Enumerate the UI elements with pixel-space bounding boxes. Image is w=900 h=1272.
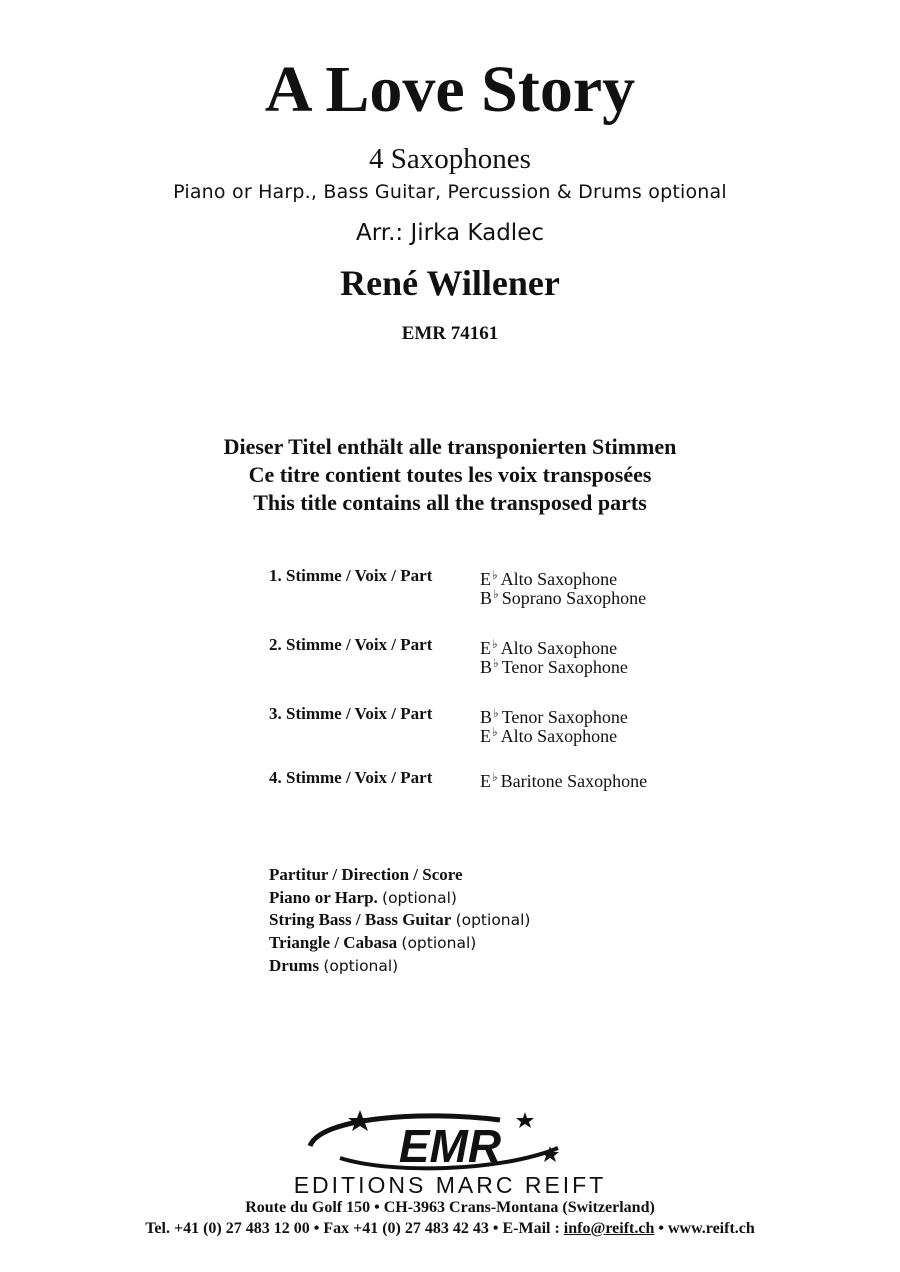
notice-french: Ce titre contient toutes les voix transposées bbox=[248, 462, 652, 487]
instrument-key: B bbox=[480, 707, 493, 727]
star-icon bbox=[516, 1112, 534, 1128]
instrument-name: Tenor Saxophone bbox=[501, 657, 628, 677]
instrument-key: E bbox=[480, 569, 491, 589]
extra-part bbox=[269, 887, 530, 910]
instrument-key: E bbox=[480, 726, 491, 746]
instrumentation: 4 Saxophones bbox=[369, 143, 531, 175]
instrument-name: Alto Saxophone bbox=[500, 638, 618, 658]
instrument-name: Soprano Saxophone bbox=[501, 588, 647, 608]
part-label: 1. Stimme / Voix / Part bbox=[269, 566, 433, 585]
email-link[interactable]: info@reift.ch bbox=[563, 1220, 655, 1237]
catalog-number: EMR 74161 bbox=[401, 323, 499, 344]
extra-parts-list bbox=[269, 864, 530, 977]
emr-logo bbox=[300, 1108, 600, 1178]
optional-note: (optional) bbox=[323, 956, 399, 975]
instrument-name: Baritone Saxophone bbox=[500, 771, 648, 791]
part-instruments bbox=[480, 566, 647, 608]
extra-part bbox=[269, 909, 530, 932]
part-label: 2. Stimme / Voix / Part bbox=[269, 635, 433, 654]
extra-part bbox=[269, 932, 530, 955]
instrument-key: B bbox=[480, 588, 493, 608]
instrument-key: E bbox=[480, 771, 491, 791]
logo-text: EMR bbox=[398, 1120, 502, 1172]
instrument-key: B bbox=[480, 657, 493, 677]
notice-english: This title contains all the transposed parts bbox=[253, 490, 647, 515]
instrument-line bbox=[480, 768, 648, 791]
flat-icon: ♭ bbox=[493, 587, 499, 601]
instrument-line bbox=[480, 635, 628, 658]
instrument-line bbox=[480, 654, 628, 677]
part-instruments bbox=[480, 635, 628, 677]
part-label: 4. Stimme / Voix / Part bbox=[269, 768, 433, 787]
extra-part-name: Partitur / Direction / Score bbox=[269, 865, 463, 884]
extra-part-name: String Bass / Bass Guitar bbox=[269, 910, 452, 930]
instrument-line bbox=[480, 566, 646, 589]
publisher-address: Route du Golf 150 • CH-3963 Crans-Montana (Switzerland) bbox=[245, 1199, 655, 1216]
flat-icon: ♭ bbox=[492, 637, 498, 651]
instrument-name: Tenor Saxophone bbox=[501, 707, 628, 727]
extra-part-name: Piano or Harp. bbox=[269, 887, 378, 907]
flat-icon: ♭ bbox=[492, 725, 498, 739]
page-title: A Love Story bbox=[264, 53, 636, 126]
extra-part-name: Triangle / Cabasa bbox=[269, 933, 398, 953]
optional-note: (optional) bbox=[401, 934, 477, 953]
notice-german: Dieser Titel enthält alle transponierten Stimmen bbox=[223, 434, 677, 459]
optional-note: (optional) bbox=[455, 911, 531, 930]
instrument-line bbox=[480, 723, 628, 746]
instrument-name: Alto Saxophone bbox=[500, 569, 618, 589]
composer: René Willener bbox=[340, 263, 560, 303]
flat-icon: ♭ bbox=[493, 656, 499, 670]
publisher-contact bbox=[0, 1219, 900, 1239]
extra-part-name: Drums bbox=[269, 955, 320, 975]
instrument-key: E bbox=[480, 638, 491, 658]
part-instruments bbox=[480, 704, 628, 746]
publisher-name: EDITIONS MARC REIFT bbox=[293, 1172, 607, 1198]
contact-suffix: • www.reift.ch bbox=[654, 1220, 755, 1237]
optional-instruments: Piano or Harp., Bass Guitar, Percussion & Drums optional bbox=[173, 181, 727, 203]
extra-part bbox=[269, 864, 530, 887]
flat-icon: ♭ bbox=[492, 770, 498, 784]
instrument-line bbox=[480, 704, 628, 727]
part-label: 3. Stimme / Voix / Part bbox=[269, 704, 433, 723]
instrument-name: Alto Saxophone bbox=[500, 726, 618, 746]
contact-prefix: Tel. +41 (0) 27 483 12 00 • Fax +41 (0) 27 483 42 43 • E-Mail : bbox=[145, 1220, 564, 1237]
arranger: Arr.: Jirka Kadlec bbox=[355, 220, 544, 246]
extra-part bbox=[269, 955, 530, 978]
instrument-line bbox=[480, 585, 647, 608]
transposed-parts-notice bbox=[0, 433, 900, 517]
optional-note: (optional) bbox=[382, 888, 457, 907]
star-icon bbox=[348, 1110, 372, 1131]
flat-icon: ♭ bbox=[492, 568, 498, 582]
flat-icon: ♭ bbox=[493, 706, 499, 720]
part-instruments bbox=[480, 768, 648, 791]
